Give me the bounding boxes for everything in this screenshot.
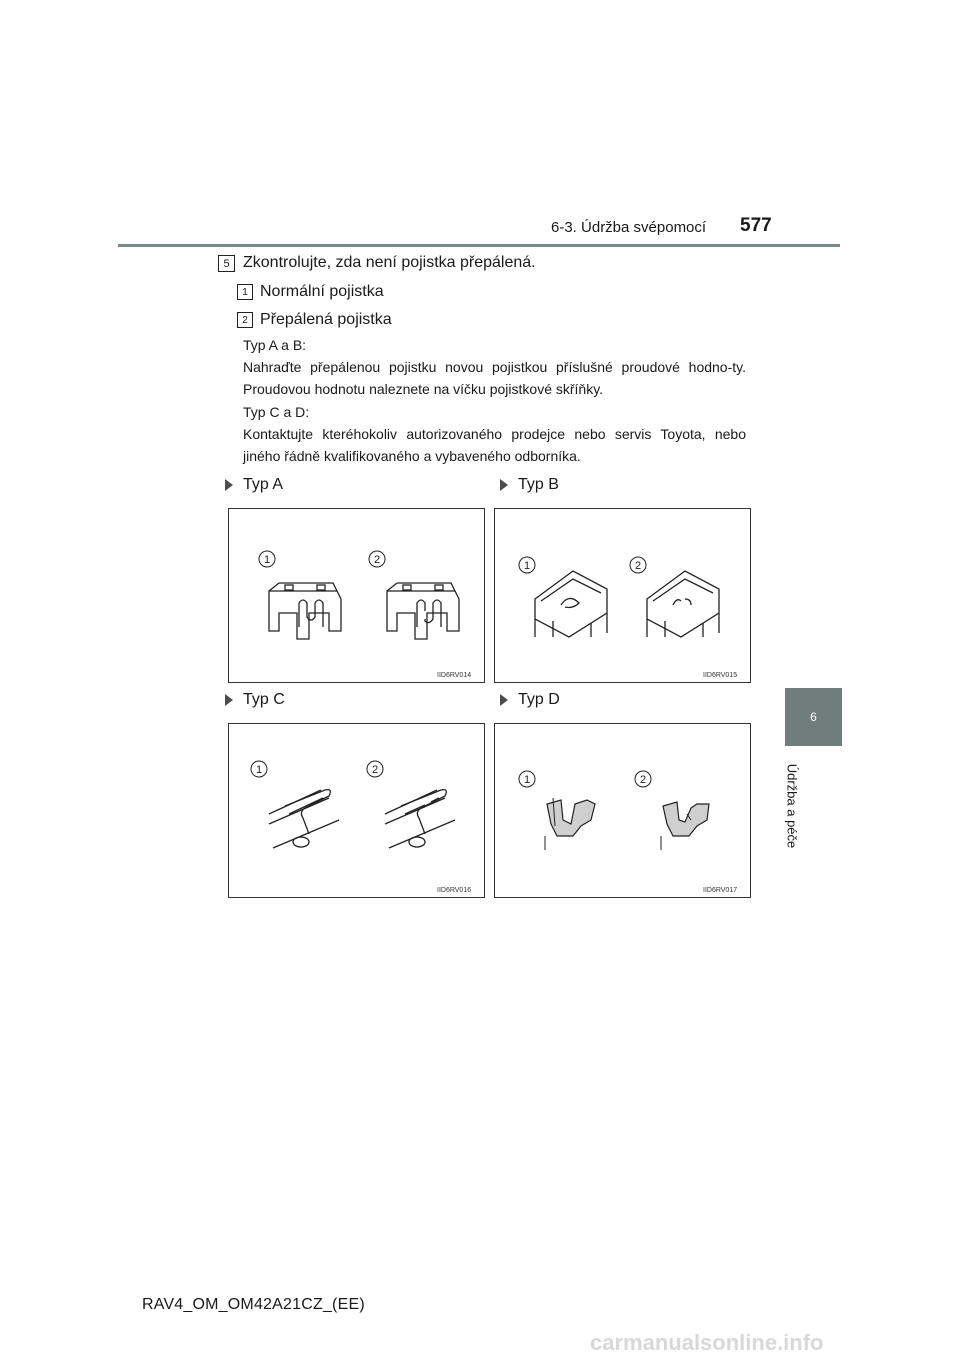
watermark: carmanualsonline.info [590,1330,824,1355]
page-number: 577 [740,215,772,236]
item-label: Přepálená pojistka [260,311,392,328]
fuse-type-c-illustration [229,724,484,897]
step-text: Zkontrolujte, zda není pojistka přepálená. [243,254,536,271]
figure-type-c [228,723,485,898]
figure-code: IID6RV014 [437,672,472,679]
figure-type-b [494,508,751,683]
item-number: 1 [242,286,248,298]
item-number-box [237,312,253,328]
fuse-type-a-illustration [229,509,484,682]
section-title: 6-3. Údržba svépomocí [551,219,707,236]
item-label: Normální pojistka [260,283,384,300]
figure-type-d [494,723,751,898]
document-code: RAV4_OM_OM42A21CZ_(EE) [142,1296,365,1313]
chapter-tab [785,688,842,746]
fuse-type-d-illustration [495,724,750,897]
triangle-bullet-icon [500,479,508,491]
figure-code: IID6RV015 [703,672,738,679]
step-number: 5 [223,257,230,270]
callout-1: 1 [263,554,271,566]
figure-label-text: Typ D [518,691,560,708]
figure-code: IID6RV016 [437,887,472,894]
figure-label-text: Typ A [243,476,284,493]
callout-1: 1 [255,764,263,776]
header-rule [118,244,840,247]
figure-label [500,691,560,709]
note-block [243,334,746,400]
callout-1: 1 [523,774,531,786]
callout-1: 1 [523,560,531,572]
chapter-number: 6 [810,710,817,724]
note-block [243,401,746,467]
step-number-box [218,255,235,272]
triangle-bullet-icon [225,694,233,706]
callout-2: 2 [639,774,647,786]
callout-2: 2 [634,560,642,572]
triangle-bullet-icon [500,694,508,706]
chapter-label [780,760,804,852]
fuse-type-b-illustration [495,509,750,682]
item-number: 2 [242,314,248,326]
item-number-box [237,284,253,300]
callout-2: 2 [371,764,379,776]
figure-code: IID6RV017 [703,887,738,894]
figure-type-a [228,508,485,683]
figure-label [225,691,285,709]
note-body: Kontaktujte kteréhokoliv autorizovaného prodejce nebo servis Toyota, nebo jiného řádně kvalifikovaného a vybaveného odborníka. [243,426,746,464]
callout-2: 2 [373,554,381,566]
figure-label [225,476,283,494]
note-body: Nahraďte přepálenou pojistku novou pojistkou příslušné proudové hodno-ty. Proudovou hodnotu naleznete na víčku pojistkové skříňky. [243,359,746,397]
note-heading: Typ C a D: [243,404,310,420]
note-heading: Typ A a B: [243,337,307,353]
figure-label-text: Typ C [243,691,285,708]
chapter-label-text: Údržba a péče [784,763,800,849]
figure-label [500,476,559,494]
triangle-bullet-icon [225,479,233,491]
figure-label-text: Typ B [518,476,559,493]
